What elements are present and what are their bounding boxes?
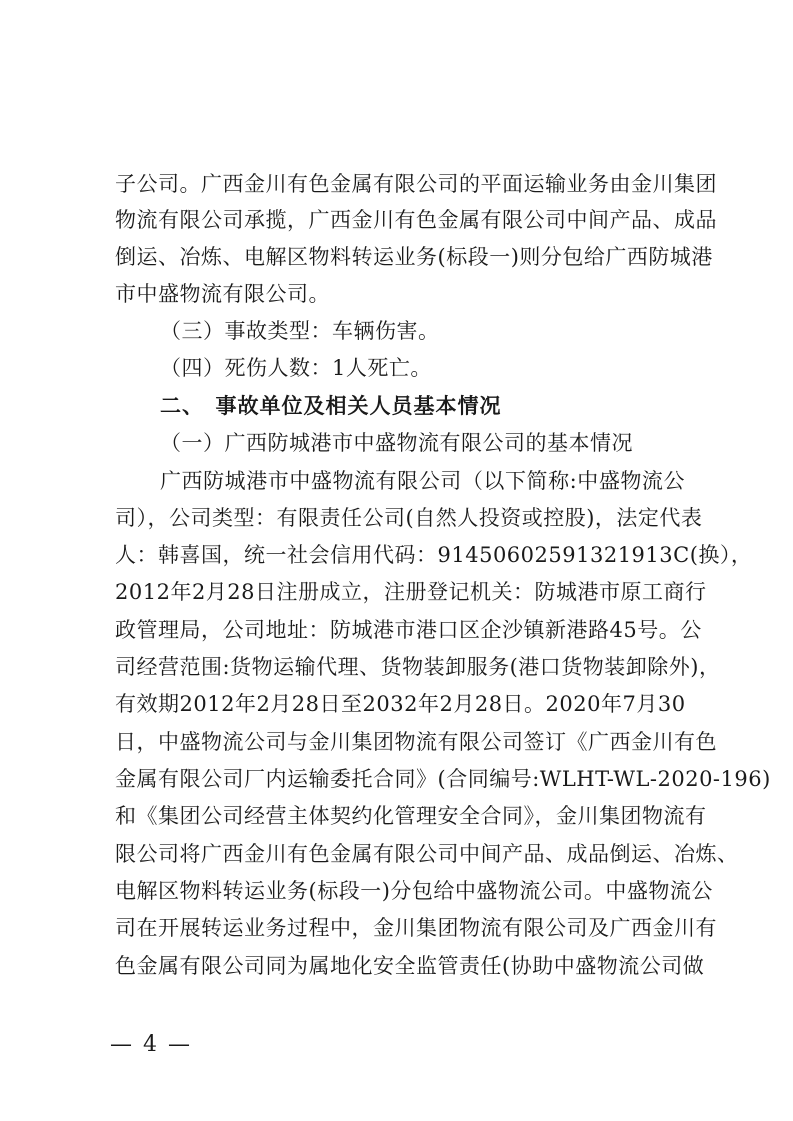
subsection-heading-one: （一）广西防城港市中盛物流有限公司的基本情况 xyxy=(160,431,633,455)
body-line-1: 子公司。广西金川有色金属有限公司的平面运输业务由金川集团 xyxy=(115,172,717,196)
body-line-4: 市中盛物流有限公司。 xyxy=(115,282,330,306)
section-four-line: （四）死伤人数：1人死亡。 xyxy=(160,356,432,380)
body-line-18: 和《集团公司经营主体契约化管理安全合同》，金川集团物流有 xyxy=(115,804,707,828)
body-line-14: 司经营范围:货物运输代理、货物装卸服务(港口货物装卸除外)， xyxy=(115,655,721,679)
body-line-15: 有效期2012年2月28日至2032年2月28日。2020年7月30 xyxy=(115,692,686,716)
body-line-20: 电解区物料转运业务(标段一)分包给中盛物流公司。中盛物流公 xyxy=(115,879,713,903)
section-three-line: （三）事故类型：车辆伤害。 xyxy=(160,319,440,343)
body-line-2: 物流有限公司承揽，广西金川有色金属有限公司中间产品、成品 xyxy=(115,208,717,232)
body-line-16: 日，中盛物流公司与金川集团物流有限公司签订《广西金川有色 xyxy=(115,730,717,754)
body-line-10: 司），公司类型：有限责任公司(自然人投资或控股)，法定代表 xyxy=(115,506,703,530)
section-heading-two: 二、 事故单位及相关人员基本情况 xyxy=(160,394,502,418)
page-number: — 4 — xyxy=(110,1032,192,1057)
body-line-13: 政管理局，公司地址：防城港市港口区企沙镇新港路45号。公 xyxy=(115,618,702,642)
body-line-9: 广西防城港市中盛物流有限公司（以下简称:中盛物流公 xyxy=(160,469,685,493)
body-line-21: 司在开展转运业务过程中，金川集团物流有限公司及广西金川有 xyxy=(115,916,717,940)
body-line-22: 色金属有限公司同为属地化安全监管责任(协助中盛物流公司做 xyxy=(115,954,705,978)
body-line-12: 2012年2月28日注册成立，注册登记机关：防城港市原工商行 xyxy=(115,580,707,604)
body-line-19: 限公司将广西金川有色金属有限公司中间产品、成品倒运、冶炼、 xyxy=(115,842,739,866)
body-line-17: 金属有限公司厂内运输委托合同》(合同编号:WLHT-WL-2020-196) xyxy=(115,767,771,791)
body-line-3: 倒运、冶炼、电解区物料转运业务(标段一)则分包给广西防城港 xyxy=(115,245,713,269)
body-line-11: 人：韩喜国，统一社会信用代码：91450602591321913C(换）， xyxy=(115,543,753,567)
